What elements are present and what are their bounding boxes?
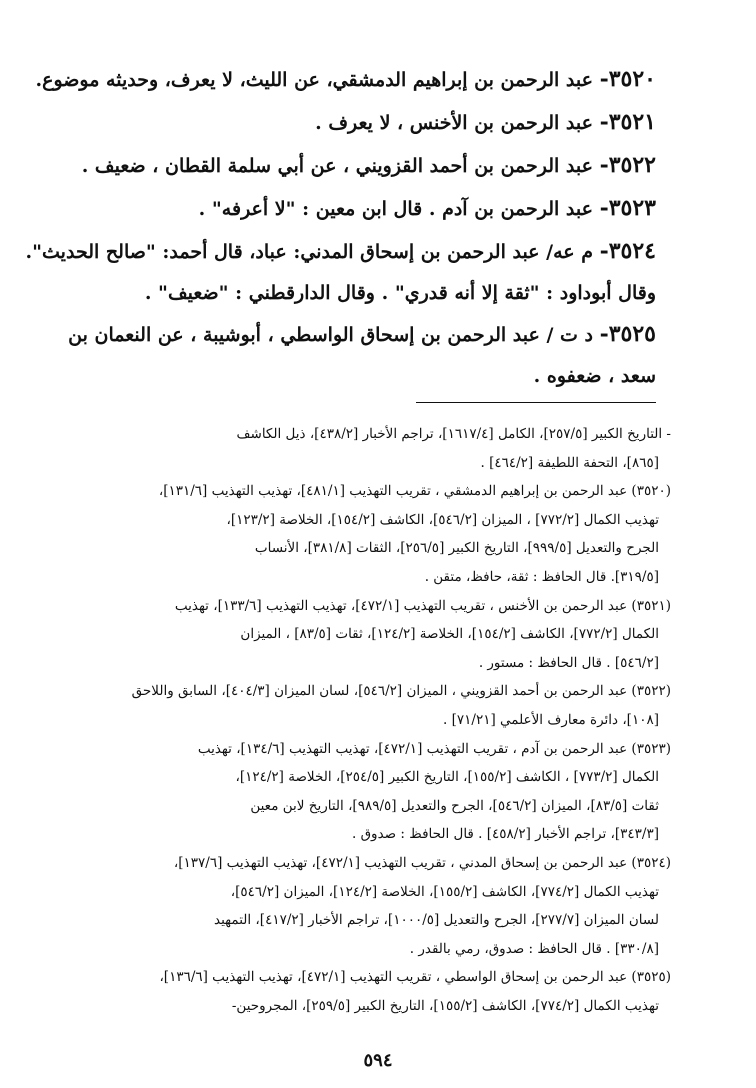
entry-text: عبد الرحمن بن آدم . قال ابن معين : "لا أعرفه" . [198,198,593,220]
footnote-line: الكمال [٧٧٢/٢]، الكاشف [١٥٤/٢]، الخلاصة [١٢٤/٢]، ثقات [٨٣/٥] ، الميزان [240,626,659,643]
footnote-3523 [60,735,671,849]
footnote-line: (٣٥٢٥) عبد الرحمن بن إسحاق الواسطي ، تقريب التهذيب [٤٧٢/١]، تهذيب التهذيب [١٣٦/٦]، [159,969,671,986]
footnotes [60,420,671,1020]
footnote-3522 [60,677,671,734]
footnote-line: [٨٦٥]، التحفة اللطيفة [٤٦٤/٢] . [480,454,659,471]
footnote-separator [416,402,656,403]
entry-number: ٣٥٢٣- [599,195,656,221]
footnote-line: - التاريخ الكبير [٢٥٧/٥]، الكامل [١٦١٧/٤]، تراجم الأخبار [٤٣٨/٢]، ذيل الكاشف [236,426,671,442]
footnote-3524 [60,849,671,963]
entry-text: عبد الرحمن بن الأخنس ، لا يعرف . [315,112,593,134]
entry-text: م عه/ عبد الرحمن بن إسحاق المدني: عباد، قال أحمد: "صالح الحديث". [25,241,593,263]
footnote-line: [٥٤٦/٢] . قال الحافظ : مستور . [478,654,659,671]
footnote-line: [١٠٨]، دائرة معارف الأعلمي [٧١/٢١] . [443,711,659,728]
footnote-line: تهذيب الكمال [٧٧٤/٢]، الكاشف [١٥٥/٢]، الخلاصة [١٢٤/٢]، الميزان [٥٤٦/٢]، [230,883,659,900]
footnote-line: (٣٥٢١) عبد الرحمن بن الأخنس ، تقريب التهذيب [٤٧٢/١]، تهذيب التهذيب [١٣٣/٦]، تهذيب [174,597,671,614]
entry-number: ٣٥٢٥- [599,321,656,347]
footnote-line: تهذيب الكمال [٧٧٤/٢]، الكاشف [١٥٥/٢]، التاريخ الكبير [٢٥٩/٥]، المجروحين- [231,997,659,1014]
entry-3521 [60,101,656,144]
footnote-line: تهذيب الكمال [٧٧٢/٢] ، الميزان [٥٤٦/٢]، الكاشف [١٥٤/٢]، الخلاصة [١٢٣/٢]، [226,511,659,528]
main-entries [25,58,656,396]
entry-3520 [35,58,656,101]
footnote-line: الكمال [٧٧٣/٢] ، الكاشف [١٥٥/٢]، التاريخ الكبير [٢٥٤/٥]، الخلاصة [١٢٤/٢]، [235,769,659,786]
footnote-line: (٣٥٢٢) عبد الرحمن بن أحمد القزويني ، الميزان [٥٤٦/٢]، لسان الميزان [٤٠٤/٣]، السابق واللاحق [131,683,671,700]
entry-number: ٣٥٢٤- [599,238,656,264]
entry-text: عبد الرحمن بن أحمد القزويني ، عن أبي سلمة القطان ، ضعيف . [81,155,593,177]
footnote-line: [٣١٩/٥]. قال الحافظ : ثقة، حافظ، متقن . [424,568,659,585]
entry-3524 [25,230,656,313]
footnote-line: (٣٥٢٤) عبد الرحمن بن إسحاق المدني ، تقريب التهذيب [٤٧٢/١]، تهذيب التهذيب [١٣٧/٦]، [173,854,671,871]
entry-text-continued: وقال أبوداود : "ثقة إلا أنه قدري" . وقال الدارقطني : "ضعيف" . [144,282,656,304]
footnote-line: [٣٣٠/٨] . قال الحافظ : صدوق، رمي بالقدر . [409,940,659,957]
entry-number: ٣٥٢١- [599,109,656,135]
entry-number: ٣٥٢٢- [599,152,656,178]
entry-text: د ت / عبد الرحمن بن إسحاق الواسطي ، أبوشيبة ، عن النعمان بن [68,324,593,346]
entry-text: عبد الرحمن بن إبراهيم الدمشقي، عن الليث، لا يعرف، وحديثه موضوع. [35,69,593,91]
footnote-line: ثقات [٨٣/٥]، الميزان [٥٤٦/٢]، الجرح والتعديل [٩٨٩/٥]، التاريخ لابن معين [250,797,659,814]
footnote-line: [٣٤٣/٣]، تراجم الأخبار [٤٥٨/٢] . قال الحافظ : صدوق . [352,826,659,843]
entry-3522 [60,144,656,187]
entry-3523 [60,187,656,230]
entry-3525 [60,313,656,396]
footnote-prev [60,420,671,477]
footnote-3520 [60,477,671,591]
entry-number: ٣٥٢٠- [599,66,656,92]
footnote-line: الجرح والتعديل [٩٩٩/٥]، التاريخ الكبير [٢٥٦/٥]، الثقات [٣٨١/٨]، الأنساب [254,540,659,557]
footnote-3521 [60,592,671,678]
entry-text-continued: سعد ، ضعفوه . [533,365,656,387]
footnote-line: (٣٥٢٠) عبد الرحمن بن إبراهيم الدمشقي ، تقريب التهذيب [٤٨١/١]، تهذيب التهذيب [١٣١/٦]، [158,483,671,500]
page-number: ٥٩٤ [363,1050,393,1071]
footnote-line: لسان الميزان [٢٧٧/٧]، الجرح والتعديل [١٠٠٠/٥]، تراجم الأخبار [٤١٧/٢]، التمهيد [214,912,659,929]
footnote-3525 [60,963,671,1020]
footnote-line: (٣٥٢٣) عبد الرحمن بن آدم ، تقريب التهذيب [٤٧٢/١]، تهذيب التهذيب [١٣٤/٦]، تهذيب [197,740,671,757]
